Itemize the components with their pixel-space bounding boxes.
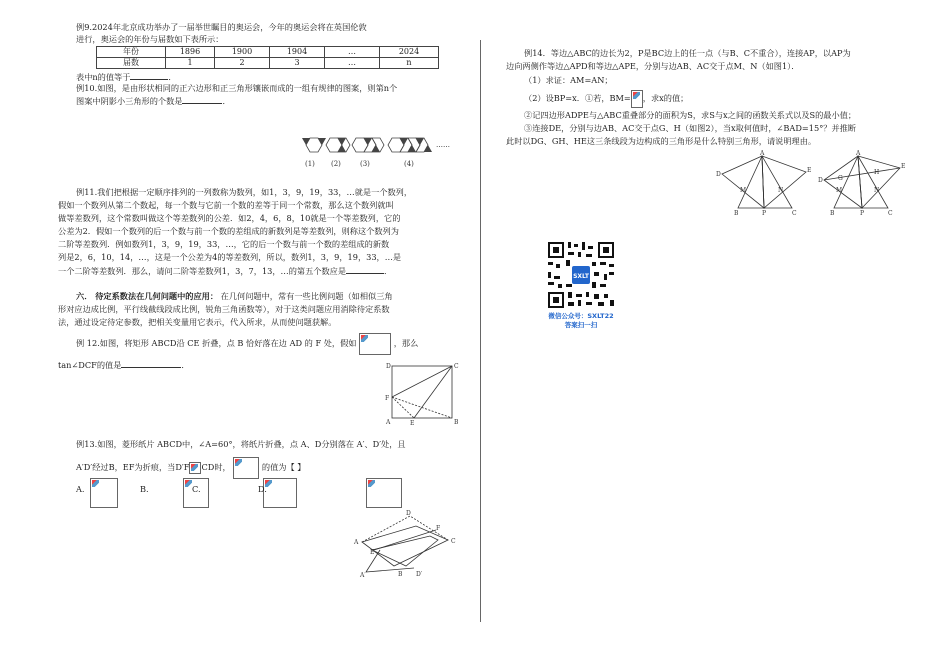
point-label: D [406,510,411,517]
table-cell: 3 [270,58,325,69]
option-label: C. [192,484,201,494]
point-label: B [398,571,403,578]
point-label: E [901,163,906,170]
option-label: A. [76,484,85,494]
ex14-q2 [524,90,688,108]
point-label: F [436,525,441,532]
point-label: A′ [360,572,366,578]
point-label: N [874,187,880,194]
table-cell: 年份 [97,47,166,58]
ex14-q1: （1）求证：AM=AN； [524,75,613,85]
ex13-line2 [76,457,305,479]
point-label: A [760,150,765,157]
column-divider [480,40,481,622]
point-label: B [454,419,459,426]
qr-code-icon[interactable] [546,240,616,310]
ex11-line-text: 一个二阶等差数列．那么，请问二阶等差数列1，3，7，13，…的第五个数应是 [58,266,347,276]
table-cell: 2024 [380,47,439,58]
ex14-q2-tail: ，求x的值； [642,93,689,103]
answer-blank [121,358,181,368]
ex10-line2: 图案中阴影小三角形的个数是 ． [76,96,231,106]
formula-image [631,90,643,108]
point-label: N [778,187,784,194]
table-cell: 1900 [215,47,270,58]
answer-blank [182,94,222,104]
ex11-line-last: 一个二阶等差数列．那么，请问二阶等差数列1，3，7，13，…的第五个数应是 ． [58,266,393,276]
table-cell: 届数 [97,58,166,69]
hexagon-pattern-figure [300,134,458,174]
option-label: D. [258,484,267,494]
qr-caption-2: 答案扫一扫 [564,321,598,329]
table-cell: 2 [215,58,270,69]
formula-image [233,457,259,479]
sec6-line1-text: 在几何问题中，常有一些比例问题（如相似三角 [220,291,393,301]
fig-label: (4) [404,160,414,168]
equilateral-figure-2 [812,150,912,216]
ex9-line2: 进行，奥运会的年份与届数如下表所示： [76,34,224,44]
rectangle-fold-figure [380,360,464,426]
ex12-line1-text: 例 12.如图，将矩形 ABCD沿 CE 折叠，点 B 恰好落在边 AD 的 F 处，假如 [76,338,357,348]
point-label: B [734,210,739,216]
point-label: D′ [416,571,423,578]
point-label: B [830,210,835,216]
answer-blank [130,70,168,80]
ex14-line2: 边向两侧作等边△APD和等边△APE，分别与边AB、AC交于点M、N（如图1）． [506,61,800,71]
qr-caption-1: 微信公众号：SXLT22 [548,312,614,320]
point-label: E [410,420,415,426]
ex14-q5: 此时以DG、GH、HE这三条线段为边构成的三角形是什么特别三角形，请说明理由。 [506,136,817,146]
rhombus-fold-figure [352,506,462,578]
ex11-line: 假如一个数列从第二个数起，每一个数与它前一个数的差等于同一个常数，那么这个数列就叫 [58,200,394,210]
olympics-table [96,46,439,69]
point-label: C [888,210,893,216]
formula-image [189,462,201,474]
fig-label: (3) [360,160,370,168]
ex9-question: 表中n的值等于 ． [76,72,177,82]
table-cell: 1904 [270,47,325,58]
point-label: D [386,363,391,370]
ex13-line2-tail: 的值为【 】 [261,462,306,472]
fig-label: (1) [305,160,315,168]
table-row [97,47,439,58]
ex14-q4: ③连接DE，分别与边AB、AC交于点G、H（如图2），当x取何值时，∠BAD=15°？并推断 [524,123,857,133]
fig-label: (2) [331,160,341,168]
table-cell: … [325,47,380,58]
point-label: C [451,538,456,545]
point-label: G [838,175,843,182]
point-label: D [716,171,721,178]
ex14-q3: ②记四边形ADPE与△ABC重叠部分的面积为S，求S与x之间的函数关系式以及S的最小值； [524,110,857,120]
formula-image [359,333,391,355]
equilateral-figure-1 [712,150,812,216]
ex14-q2-text: （2）设BP=x．①若，BM= [524,93,631,103]
ex9-question-text: 表中n的值等于 [76,72,131,82]
qr-center-text: SXLT [573,273,589,280]
table-cell: 1896 [166,47,215,58]
ex14-line1: 例14．等边△ABC的边长为2，P是BC边上的任一点（与B、C不重合），连接AP，以AP为 [524,48,851,58]
point-label: A [856,150,861,157]
point-label: F [385,395,390,402]
option-image [90,478,118,508]
ex13-line2-mid: CD时， [201,462,231,472]
point-label: C [792,210,797,216]
table-cell: … [325,58,380,69]
ex12-line1-tail: ，那么 [393,338,419,348]
ex12-line1 [76,333,418,355]
ex11-line: 做等差数列，这个常数叫做这个等差数列的公差．如2，4，6，8，10就是一个等差数列，它的 [58,213,401,223]
point-label: D [818,177,823,184]
ex11-line: 例11.我们把根据一定顺序排列的一列数称为数列，如1，3，9，19，33，…就是一个数列， [76,187,413,197]
sec6-line3: 法，通过设定待定参数，把相关变量用它表示，代入所求，从而使问题获解。 [58,317,337,327]
option-label: B. [140,484,149,494]
fig-ellipsis: …… [436,141,450,149]
point-label: C [454,363,459,370]
point-label: E [370,549,375,556]
point-label: M [836,187,843,194]
ex10-line2-text: 图案中阴影小三角形的个数是 [76,96,183,106]
point-label: P [762,210,767,216]
point-label: E [807,167,812,174]
section-title: 六． 待定系数法在几何问题中的应用： [76,291,219,301]
ex11-line: 列是2，6，10，14，…，这是一个公差为4的等差数列，所以，数列1，3，9，19，33，…是 [58,252,402,262]
table-cell: n [380,58,439,69]
table-row [97,58,439,69]
option-image [366,478,402,508]
ex13-line1: 例13.如图，菱形纸片 ABCD中，∠A=60°，将纸片折叠，点 A、D分别落在 A′、D′处，且 [76,439,406,449]
point-label: A [386,419,391,426]
table-cell: 1 [166,58,215,69]
option-image [263,478,297,508]
ex12-line2: tan∠DCF的值是 ． [58,360,190,370]
answer-blank [346,264,384,274]
point-label: H [874,169,880,176]
point-label: P [860,210,865,216]
ex11-line: 公差为2．假如一个数列的后一个数与前一个数的差组成的新数列是等差数列，则称这个数列为 [58,226,399,236]
point-label: A [354,539,359,546]
ex13-options [76,478,267,508]
ex9-line1: 例9.2024年北京成功举办了一届举世瞩目的奥运会，今年的奥运会将在英国伦敦 [76,22,367,32]
point-label: M [740,187,747,194]
ex10-line1: 例10.如图，是由形状相同的正六边形和正三角形镶嵌而成的一组有规律的图案，则第n个 [76,83,398,93]
ex12-line2-text: tan∠DCF的值是 [58,360,122,370]
ex13-line2-text: A′D′经过B，EF为折痕，当D′F [76,462,190,472]
sec6-line2: 形对应边成比例，平行线截线段成比例，锐角三角函数等），对于这类问题应用消除待定系数 [58,304,390,314]
ex11-line: 二阶等差数列．例如数列1，3，9，19，33，…，它的后一个数与前一个数的差组成的新数 [58,239,390,249]
sec6-line1 [76,290,393,302]
